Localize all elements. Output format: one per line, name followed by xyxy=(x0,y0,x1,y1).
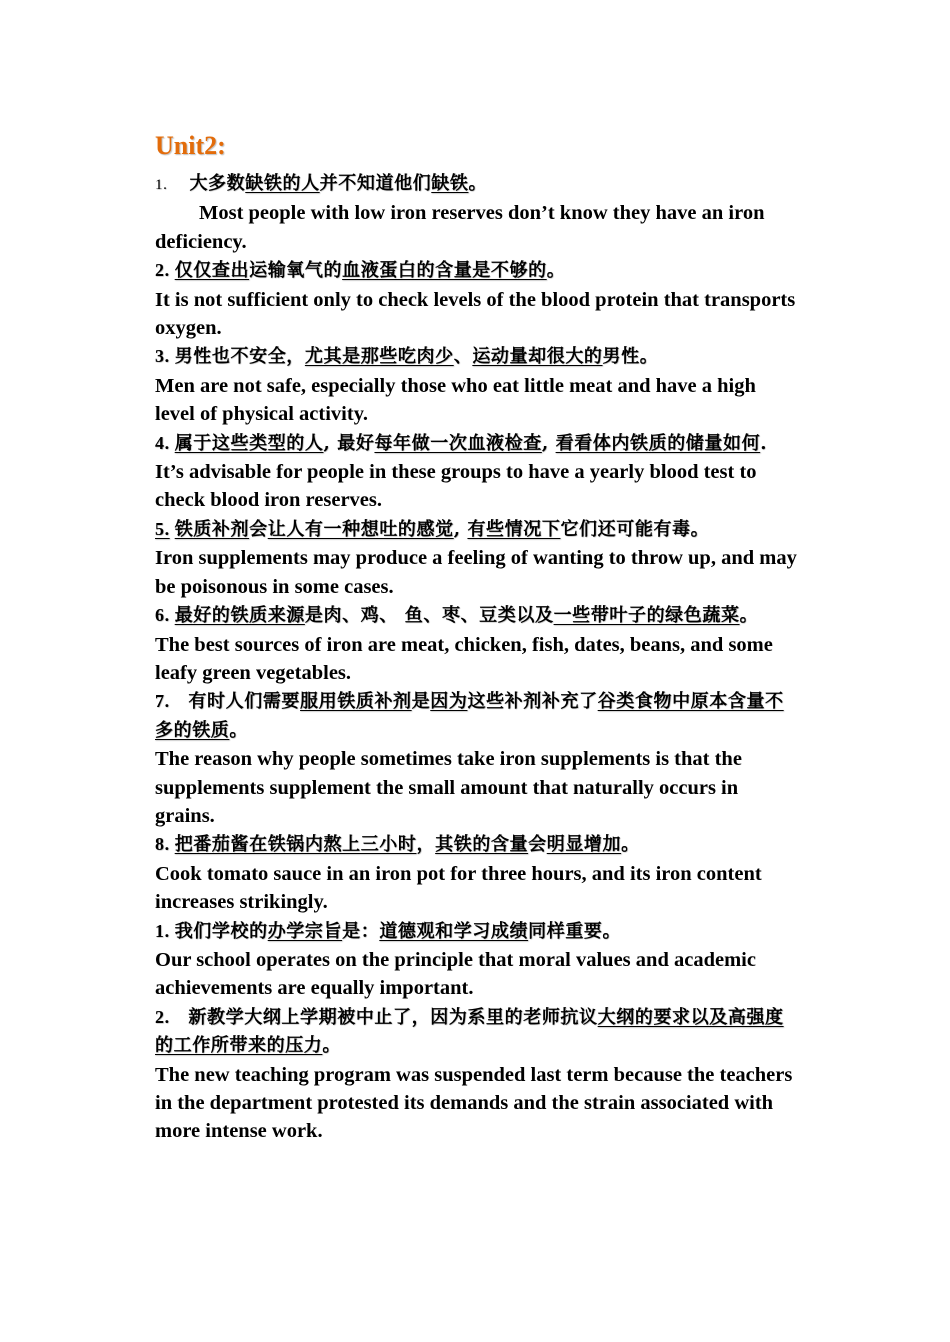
sentence-text: 并不知道他们 xyxy=(319,173,432,194)
sentence-text: 。 xyxy=(322,1035,342,1057)
sentence-item xyxy=(155,830,800,916)
sentence-item xyxy=(155,170,800,256)
sentence-text: 运输氧气的 xyxy=(249,260,343,282)
underlined-phrase: 每年做一次血液检查 xyxy=(374,432,542,454)
item-number: 2. xyxy=(155,260,170,281)
sentence-text: , xyxy=(541,432,556,454)
unit-title: Unit2: xyxy=(155,131,226,160)
sentence-text: ， xyxy=(416,834,436,856)
sentence-text: 是肉、鸡、 鱼、枣、豆类以及 xyxy=(304,605,554,627)
sentence-text: 。 xyxy=(229,719,249,741)
english-translation: It is not sufficient only to check levels of the blood protein that transports oxygen. xyxy=(155,288,796,340)
chinese-sentence xyxy=(155,429,800,458)
item-number: 7. xyxy=(155,691,170,712)
sentence-item xyxy=(155,601,800,687)
sentence-text: 男性也不安全， xyxy=(174,346,305,368)
sentence-text: 。 xyxy=(546,260,566,282)
chinese-sentence xyxy=(155,256,800,285)
underlined-phrase: 其铁的含量 xyxy=(435,834,529,856)
english-translation: Iron supplements may produce a feeling of wanting to throw up, and may be poisonous in some cases. xyxy=(155,547,797,598)
sentence-text: , xyxy=(453,518,468,540)
item-number: 3. xyxy=(155,346,170,367)
underlined-phrase: 服用铁质补剂 xyxy=(300,691,412,713)
english-translation: Our school operates on the principle that moral values and academic achievements are equally important. xyxy=(155,948,756,1000)
chinese-sentence xyxy=(155,342,800,371)
sentence-text: 会 xyxy=(249,518,268,540)
item-number: 8. xyxy=(155,834,170,855)
sentence-item xyxy=(155,256,800,342)
underlined-phrase: 因为 xyxy=(430,691,468,713)
sentence-text: , 最好 xyxy=(323,432,375,454)
sentence-item xyxy=(155,687,800,830)
underlined-phrase: 谷类食物中原本含量不多的铁质 xyxy=(155,691,784,741)
item-number: 1. xyxy=(155,177,168,193)
item-number: 6. xyxy=(155,605,170,626)
underlined-phrase: 道德观和学习成绩 xyxy=(379,920,529,942)
underlined-phrase: 有些情况下 xyxy=(467,518,561,540)
sentence-text: 有时人们需要 xyxy=(174,691,301,713)
item-number: 5. xyxy=(155,518,170,539)
item-number: 1. xyxy=(155,920,170,941)
sentence-text: 会 xyxy=(528,834,547,856)
chinese-sentence xyxy=(155,917,800,946)
underlined-phrase: 一些带叶子的绿色蔬菜 xyxy=(553,605,740,627)
underlined-phrase: 最好的铁质来源 xyxy=(174,605,305,627)
sentence-text: 是： xyxy=(342,920,380,942)
chinese-sentence xyxy=(155,687,800,745)
sentence-text: 它们还可能有毒。 xyxy=(560,518,710,540)
sentence-text: 男性。 xyxy=(602,346,659,368)
sentence-text: . xyxy=(760,432,768,454)
document-page xyxy=(155,128,800,1146)
sentence-text: 、 xyxy=(453,346,473,368)
underlined-phrase: 让人有一种想吐的感觉 xyxy=(267,518,454,540)
sentence-text: 这些补剂补充了 xyxy=(467,691,598,713)
sentence-text: 。 xyxy=(468,173,488,194)
underlined-phrase: 明显增加 xyxy=(546,834,622,856)
chinese-sentence xyxy=(155,1003,800,1061)
item-number: 4. xyxy=(155,432,170,453)
sentence-text: 。 xyxy=(621,834,640,856)
english-translation: The reason why people sometimes take iron supplements is that the supplements supplement the small amount that naturally occurs in grains. xyxy=(155,748,742,827)
underlined-phrase: 把番茄酱在铁锅内熬上三小时 xyxy=(174,834,417,856)
underlined-phrase: 看看体内铁质的储量如何 xyxy=(555,432,761,454)
english-translation: Men are not safe, especially those who eat little meat and have a high level of physical activity. xyxy=(155,374,756,426)
underlined-phrase: 缺铁 xyxy=(431,173,469,194)
chinese-sentence xyxy=(155,830,800,859)
sentence-text: 是 xyxy=(411,691,431,713)
underlined-phrase: 铁质补剂 xyxy=(174,518,250,540)
sentence-text: 。 xyxy=(739,605,759,627)
sentence-item xyxy=(155,1003,800,1146)
underlined-phrase: 属于这些类型的人 xyxy=(174,432,324,454)
underlined-phrase: 血液蛋白的含量是不够的 xyxy=(342,260,547,282)
english-translation: It’s advisable for people in these groups to have a yearly blood test to check blood iron reserves. xyxy=(155,461,757,512)
sentence-text: 大多数 xyxy=(189,173,246,194)
sentence-text: 新教学大纲上学期被中止了，因为系里的老师抗议 xyxy=(174,1006,598,1028)
chinese-sentence xyxy=(155,515,800,544)
sentence-item xyxy=(155,515,800,601)
chinese-sentence xyxy=(155,170,800,199)
english-translation: Most people with low iron reserves don’t know they have an iron deficiency. xyxy=(155,202,765,253)
english-translation: Cook tomato sauce in an iron pot for three hours, and its iron content increases strikingly. xyxy=(155,862,762,914)
underlined-phrase: 仅仅查出 xyxy=(174,260,250,282)
english-translation: The new teaching program was suspended last term because the teachers in the department protested its demands and the strain associated with more intense work. xyxy=(155,1063,793,1143)
underlined-phrase: 尤其是那些吃肉少 xyxy=(304,346,454,368)
sentence-item xyxy=(155,342,800,428)
underlined-phrase: 办学宗旨 xyxy=(267,920,343,942)
sentence-item xyxy=(155,429,800,515)
sentence-text: 我们学校的 xyxy=(174,920,268,942)
sentence-list xyxy=(155,170,800,1146)
underlined-phrase: 运动量却很大的 xyxy=(472,346,603,368)
underlined-phrase: 缺铁的人 xyxy=(245,173,320,194)
underlined-phrase: 大纲的要求以及高强度的工作所带来的压力 xyxy=(155,1006,784,1057)
sentence-item xyxy=(155,917,800,1003)
chinese-sentence xyxy=(155,601,800,630)
item-number: 2. xyxy=(155,1006,170,1027)
sentence-text: 同样重要。 xyxy=(528,920,622,942)
english-translation: The best sources of iron are meat, chicken, fish, dates, beans, and some leafy green vegetables. xyxy=(155,633,773,684)
